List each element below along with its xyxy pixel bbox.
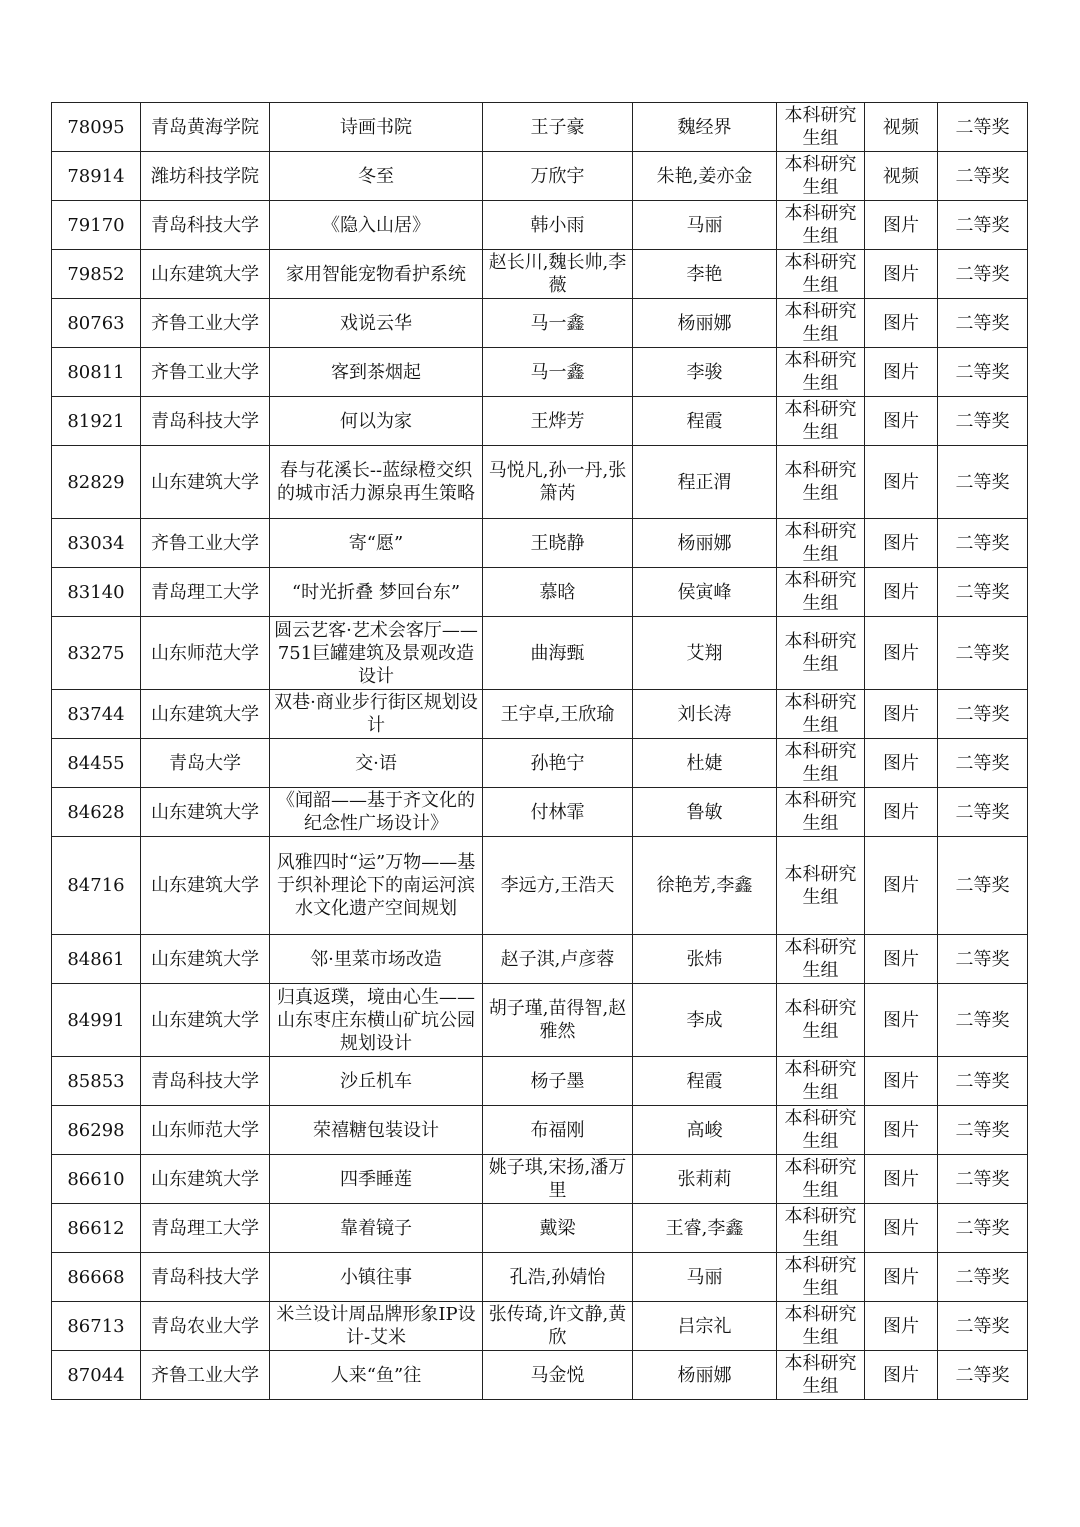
- media-type-cell: 图片: [865, 1351, 938, 1400]
- authors-cell: 胡子瑾,苗得智,赵雅然: [483, 984, 633, 1057]
- table-row: [52, 788, 1028, 837]
- group-cell: 本科研究生组: [777, 1204, 865, 1253]
- award-cell: 二等奖: [938, 1155, 1028, 1204]
- authors-cell: 马金悦: [483, 1351, 633, 1400]
- school-cell: 山东建筑大学: [141, 1155, 270, 1204]
- media-type-cell: 图片: [865, 617, 938, 690]
- authors-cell: 付林霏: [483, 788, 633, 837]
- media-type-cell: 图片: [865, 690, 938, 739]
- group-cell: 本科研究生组: [777, 103, 865, 152]
- award-cell: 二等奖: [938, 103, 1028, 152]
- entry-id-cell: 83140: [52, 568, 141, 617]
- work-title-cell: 荣禧糖包装设计: [270, 1106, 483, 1155]
- entry-id-cell: 86713: [52, 1302, 141, 1351]
- entry-id-cell: 82829: [52, 446, 141, 519]
- awards-table: [51, 102, 1028, 1400]
- advisor-cell: 吕宗礼: [633, 1302, 777, 1351]
- table-row: [52, 739, 1028, 788]
- authors-cell: 姚子琪,宋扬,潘万里: [483, 1155, 633, 1204]
- advisor-cell: 魏经界: [633, 103, 777, 152]
- table-row: [52, 617, 1028, 690]
- group-cell: 本科研究生组: [777, 837, 865, 935]
- entry-id-cell: 83034: [52, 519, 141, 568]
- table-row: [52, 152, 1028, 201]
- entry-id-cell: 84716: [52, 837, 141, 935]
- school-cell: 青岛科技大学: [141, 397, 270, 446]
- work-title-cell: 《隐入山居》: [270, 201, 483, 250]
- group-cell: 本科研究生组: [777, 739, 865, 788]
- school-cell: 山东建筑大学: [141, 446, 270, 519]
- authors-cell: 戴梁: [483, 1204, 633, 1253]
- school-cell: 潍坊科技学院: [141, 152, 270, 201]
- school-cell: 山东师范大学: [141, 1106, 270, 1155]
- group-cell: 本科研究生组: [777, 299, 865, 348]
- table-row: [52, 1057, 1028, 1106]
- award-cell: 二等奖: [938, 1351, 1028, 1400]
- award-cell: 二等奖: [938, 1302, 1028, 1351]
- media-type-cell: 图片: [865, 1302, 938, 1351]
- work-title-cell: 戏说云华: [270, 299, 483, 348]
- media-type-cell: 图片: [865, 1155, 938, 1204]
- group-cell: 本科研究生组: [777, 617, 865, 690]
- media-type-cell: 图片: [865, 739, 938, 788]
- media-type-cell: 图片: [865, 935, 938, 984]
- media-type-cell: 图片: [865, 984, 938, 1057]
- authors-cell: 慕晗: [483, 568, 633, 617]
- school-cell: 齐鲁工业大学: [141, 299, 270, 348]
- award-cell: 二等奖: [938, 348, 1028, 397]
- school-cell: 山东建筑大学: [141, 250, 270, 299]
- advisor-cell: 朱艳,姜亦金: [633, 152, 777, 201]
- entry-id-cell: 83275: [52, 617, 141, 690]
- advisor-cell: 程霞: [633, 1057, 777, 1106]
- school-cell: 青岛科技大学: [141, 1253, 270, 1302]
- media-type-cell: 图片: [865, 519, 938, 568]
- school-cell: 齐鲁工业大学: [141, 1351, 270, 1400]
- entry-id-cell: 79170: [52, 201, 141, 250]
- entry-id-cell: 86298: [52, 1106, 141, 1155]
- group-cell: 本科研究生组: [777, 568, 865, 617]
- work-title-cell: 米兰设计周品牌形象IP设计-艾米: [270, 1302, 483, 1351]
- table-row: [52, 935, 1028, 984]
- table-row: [52, 250, 1028, 299]
- authors-cell: 赵子淇,卢彦蓉: [483, 935, 633, 984]
- table-row: [52, 690, 1028, 739]
- work-title-cell: 寄“愿”: [270, 519, 483, 568]
- authors-cell: 王子豪: [483, 103, 633, 152]
- school-cell: 青岛科技大学: [141, 1057, 270, 1106]
- entry-id-cell: 78095: [52, 103, 141, 152]
- work-title-cell: 双巷·商业步行街区规划设计: [270, 690, 483, 739]
- entry-id-cell: 84628: [52, 788, 141, 837]
- authors-cell: 赵长川,魏长帅,李薇: [483, 250, 633, 299]
- work-title-cell: 沙丘机车: [270, 1057, 483, 1106]
- authors-cell: 布福刚: [483, 1106, 633, 1155]
- media-type-cell: 图片: [865, 348, 938, 397]
- entry-id-cell: 84991: [52, 984, 141, 1057]
- entry-id-cell: 79852: [52, 250, 141, 299]
- table-row: [52, 837, 1028, 935]
- entry-id-cell: 86610: [52, 1155, 141, 1204]
- table-row: [52, 1106, 1028, 1155]
- award-cell: 二等奖: [938, 519, 1028, 568]
- table-row: [52, 103, 1028, 152]
- media-type-cell: 视频: [865, 103, 938, 152]
- media-type-cell: 图片: [865, 1106, 938, 1155]
- advisor-cell: 李骏: [633, 348, 777, 397]
- table-row: [52, 568, 1028, 617]
- entry-id-cell: 87044: [52, 1351, 141, 1400]
- award-cell: 二等奖: [938, 788, 1028, 837]
- school-cell: 山东师范大学: [141, 617, 270, 690]
- awards-table-body: [52, 103, 1028, 1400]
- school-cell: 青岛科技大学: [141, 201, 270, 250]
- work-title-cell: 四季睡莲: [270, 1155, 483, 1204]
- entry-id-cell: 78914: [52, 152, 141, 201]
- group-cell: 本科研究生组: [777, 935, 865, 984]
- entry-id-cell: 86668: [52, 1253, 141, 1302]
- school-cell: 青岛农业大学: [141, 1302, 270, 1351]
- group-cell: 本科研究生组: [777, 201, 865, 250]
- award-cell: 二等奖: [938, 568, 1028, 617]
- school-cell: 青岛大学: [141, 739, 270, 788]
- advisor-cell: 程正渭: [633, 446, 777, 519]
- school-cell: 山东建筑大学: [141, 788, 270, 837]
- entry-id-cell: 84861: [52, 935, 141, 984]
- award-cell: 二等奖: [938, 299, 1028, 348]
- work-title-cell: “时光折叠 梦回台东”: [270, 568, 483, 617]
- advisor-cell: 李艳: [633, 250, 777, 299]
- media-type-cell: 图片: [865, 837, 938, 935]
- award-cell: 二等奖: [938, 837, 1028, 935]
- work-title-cell: 交·语: [270, 739, 483, 788]
- award-cell: 二等奖: [938, 617, 1028, 690]
- work-title-cell: 小镇往事: [270, 1253, 483, 1302]
- group-cell: 本科研究生组: [777, 152, 865, 201]
- table-row: [52, 397, 1028, 446]
- authors-cell: 杨子墨: [483, 1057, 633, 1106]
- media-type-cell: 图片: [865, 1253, 938, 1302]
- work-title-cell: 《闻韶——基于齐文化的纪念性广场设计》: [270, 788, 483, 837]
- work-title-cell: 春与花溪长--蓝绿橙交织的城市活力源泉再生策略: [270, 446, 483, 519]
- entry-id-cell: 84455: [52, 739, 141, 788]
- advisor-cell: 马丽: [633, 1253, 777, 1302]
- table-row: [52, 348, 1028, 397]
- advisor-cell: 刘长涛: [633, 690, 777, 739]
- media-type-cell: 图片: [865, 568, 938, 617]
- school-cell: 齐鲁工业大学: [141, 348, 270, 397]
- authors-cell: 万欣宇: [483, 152, 633, 201]
- table-row: [52, 201, 1028, 250]
- authors-cell: 王宇卓,王欣瑜: [483, 690, 633, 739]
- school-cell: 山东建筑大学: [141, 837, 270, 935]
- entry-id-cell: 83744: [52, 690, 141, 739]
- media-type-cell: 图片: [865, 1204, 938, 1253]
- work-title-cell: 冬至: [270, 152, 483, 201]
- school-cell: 青岛理工大学: [141, 1204, 270, 1253]
- advisor-cell: 鲁敏: [633, 788, 777, 837]
- work-title-cell: 风雅四时“运”万物——基于织补理论下的南运河滨水文化遗产空间规划: [270, 837, 483, 935]
- table-row: [52, 1155, 1028, 1204]
- advisor-cell: 徐艳芳,李鑫: [633, 837, 777, 935]
- award-cell: 二等奖: [938, 397, 1028, 446]
- award-cell: 二等奖: [938, 201, 1028, 250]
- advisor-cell: 杜婕: [633, 739, 777, 788]
- school-cell: 山东建筑大学: [141, 984, 270, 1057]
- entry-id-cell: 86612: [52, 1204, 141, 1253]
- work-title-cell: 客到茶烟起: [270, 348, 483, 397]
- authors-cell: 马一鑫: [483, 348, 633, 397]
- table-row: [52, 519, 1028, 568]
- media-type-cell: 视频: [865, 152, 938, 201]
- authors-cell: 马一鑫: [483, 299, 633, 348]
- group-cell: 本科研究生组: [777, 984, 865, 1057]
- entry-id-cell: 81921: [52, 397, 141, 446]
- advisor-cell: 杨丽娜: [633, 1351, 777, 1400]
- work-title-cell: 诗画书院: [270, 103, 483, 152]
- advisor-cell: 侯寅峰: [633, 568, 777, 617]
- award-cell: 二等奖: [938, 250, 1028, 299]
- work-title-cell: 何以为家: [270, 397, 483, 446]
- authors-cell: 孔浩,孙婧怡: [483, 1253, 633, 1302]
- authors-cell: 韩小雨: [483, 201, 633, 250]
- work-title-cell: 家用智能宠物看护系统: [270, 250, 483, 299]
- award-cell: 二等奖: [938, 446, 1028, 519]
- advisor-cell: 李成: [633, 984, 777, 1057]
- group-cell: 本科研究生组: [777, 397, 865, 446]
- group-cell: 本科研究生组: [777, 1057, 865, 1106]
- advisor-cell: 杨丽娜: [633, 519, 777, 568]
- work-title-cell: 邻·里菜市场改造: [270, 935, 483, 984]
- group-cell: 本科研究生组: [777, 250, 865, 299]
- media-type-cell: 图片: [865, 201, 938, 250]
- advisor-cell: 高峻: [633, 1106, 777, 1155]
- authors-cell: 孙艳宁: [483, 739, 633, 788]
- award-cell: 二等奖: [938, 935, 1028, 984]
- award-cell: 二等奖: [938, 1057, 1028, 1106]
- award-cell: 二等奖: [938, 1253, 1028, 1302]
- advisor-cell: 杨丽娜: [633, 299, 777, 348]
- school-cell: 齐鲁工业大学: [141, 519, 270, 568]
- advisor-cell: 程霞: [633, 397, 777, 446]
- school-cell: 山东建筑大学: [141, 935, 270, 984]
- entry-id-cell: 80763: [52, 299, 141, 348]
- table-row: [52, 1253, 1028, 1302]
- table-row: [52, 1351, 1028, 1400]
- authors-cell: 张传琦,许文静,黄欣: [483, 1302, 633, 1351]
- authors-cell: 王晓静: [483, 519, 633, 568]
- school-cell: 山东建筑大学: [141, 690, 270, 739]
- table-row: [52, 446, 1028, 519]
- group-cell: 本科研究生组: [777, 446, 865, 519]
- authors-cell: 王烨芳: [483, 397, 633, 446]
- work-title-cell: 靠着镜子: [270, 1204, 483, 1253]
- group-cell: 本科研究生组: [777, 1253, 865, 1302]
- work-title-cell: 人来“鱼”往: [270, 1351, 483, 1400]
- award-cell: 二等奖: [938, 152, 1028, 201]
- school-cell: 青岛黄海学院: [141, 103, 270, 152]
- group-cell: 本科研究生组: [777, 519, 865, 568]
- work-title-cell: 归真返璞，境由心生——山东枣庄东横山矿坑公园规划设计: [270, 984, 483, 1057]
- group-cell: 本科研究生组: [777, 1155, 865, 1204]
- media-type-cell: 图片: [865, 788, 938, 837]
- award-cell: 二等奖: [938, 984, 1028, 1057]
- table-row: [52, 984, 1028, 1057]
- media-type-cell: 图片: [865, 397, 938, 446]
- group-cell: 本科研究生组: [777, 788, 865, 837]
- advisor-cell: 张莉莉: [633, 1155, 777, 1204]
- advisor-cell: 王睿,李鑫: [633, 1204, 777, 1253]
- authors-cell: 曲海甄: [483, 617, 633, 690]
- authors-cell: 李远方,王浩天: [483, 837, 633, 935]
- media-type-cell: 图片: [865, 1057, 938, 1106]
- entry-id-cell: 80811: [52, 348, 141, 397]
- media-type-cell: 图片: [865, 446, 938, 519]
- advisor-cell: 艾翔: [633, 617, 777, 690]
- media-type-cell: 图片: [865, 299, 938, 348]
- advisor-cell: 马丽: [633, 201, 777, 250]
- award-cell: 二等奖: [938, 1106, 1028, 1155]
- group-cell: 本科研究生组: [777, 348, 865, 397]
- authors-cell: 马悦凡,孙一丹,张箫芮: [483, 446, 633, 519]
- award-cell: 二等奖: [938, 739, 1028, 788]
- group-cell: 本科研究生组: [777, 1351, 865, 1400]
- table-row: [52, 299, 1028, 348]
- media-type-cell: 图片: [865, 250, 938, 299]
- advisor-cell: 张炜: [633, 935, 777, 984]
- work-title-cell: 圆云艺客·艺术会客厅——751巨罐建筑及景观改造设计: [270, 617, 483, 690]
- award-cell: 二等奖: [938, 690, 1028, 739]
- group-cell: 本科研究生组: [777, 1106, 865, 1155]
- group-cell: 本科研究生组: [777, 1302, 865, 1351]
- school-cell: 青岛理工大学: [141, 568, 270, 617]
- table-row: [52, 1204, 1028, 1253]
- entry-id-cell: 85853: [52, 1057, 141, 1106]
- table-row: [52, 1302, 1028, 1351]
- group-cell: 本科研究生组: [777, 690, 865, 739]
- award-cell: 二等奖: [938, 1204, 1028, 1253]
